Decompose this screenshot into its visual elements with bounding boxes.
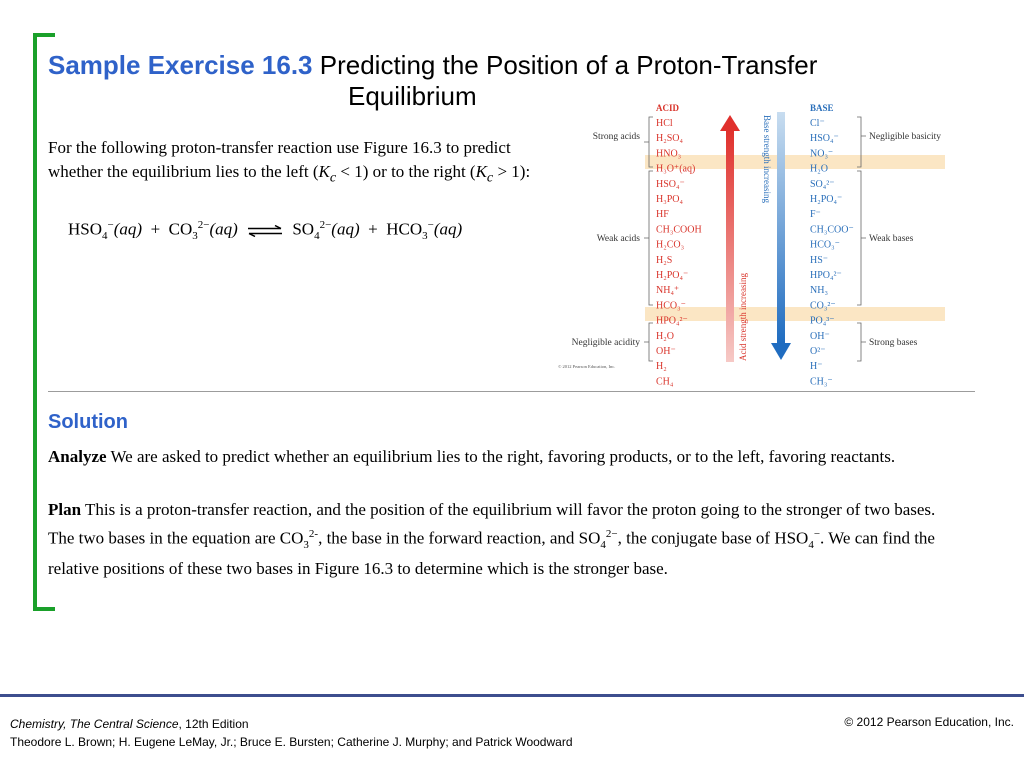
weak-bases-label: Weak bases (869, 234, 914, 244)
base-species-16: H⁻ (810, 361, 823, 373)
figure-copyright: © 2012 Pearson Education, Inc. (558, 364, 616, 369)
eq-hso4: HSO (68, 219, 103, 239)
footer-divider (0, 694, 1024, 697)
acid-species-5: H₃PO₄ (656, 194, 683, 205)
eq-co3: CO (168, 219, 193, 239)
acid-species-11: NH₄⁺ (656, 285, 680, 297)
acid-species-12: HCO₃⁻ (656, 300, 686, 312)
base-strength-arrow (771, 112, 791, 360)
negligible-basicity-label: Negligible basicity (869, 132, 942, 142)
eq-plus-2: + (368, 219, 378, 239)
eq-so4: SO (292, 219, 315, 239)
base-species-1: HSO₄⁻ (810, 133, 839, 145)
eq-hco3: HCO (386, 219, 423, 239)
eq-plus-1: + (150, 219, 161, 239)
exercise-number: Sample Exercise 16.3 (48, 50, 313, 80)
acid-species-8: H₂CO₃ (656, 239, 685, 251)
title-text-line2: Equilibrium (348, 81, 477, 111)
analyze-text: We are asked to predict whether an equilibrium lies to the right, favoring products, or to the left, favoring reactants. (110, 447, 896, 466)
intro-text-2: < 1) or to the right ( (336, 162, 476, 181)
acid-species-1: H₂SO₄ (656, 133, 683, 145)
acid-arrow-label: Acid strength increasing (738, 273, 748, 361)
title-text-line1: Predicting the Position of a Proton-Transfer (319, 50, 818, 80)
base-arrow-label: Base strength increasing (762, 115, 772, 203)
footer-authors: Theodore L. Brown; H. Eugene LeMay, Jr.; Bruce E. Bursten; Catherine J. Murphy; and Patrick Woodward (10, 735, 573, 749)
eq-aq-3: (aq) (331, 219, 360, 239)
acid-species-15: OH⁻ (656, 346, 676, 357)
strong-acids-label: Strong acids (592, 132, 640, 142)
acid-base-strength-figure (550, 98, 970, 388)
solution-heading: Solution (48, 411, 128, 433)
plan-text-3: , the conjugate base of HSO (617, 528, 809, 548)
acid-species-6: HF (656, 209, 669, 221)
base-species-10: HPO₄²⁻ (810, 270, 842, 281)
analyze-label: Analyze (48, 447, 107, 466)
base-species-12: CO₃²⁻ (810, 300, 836, 312)
strong-bases-label: Strong bases (869, 338, 918, 348)
acid-species-13: HPO₄²⁻ (656, 315, 688, 327)
base-species-17: CH₃⁻ (810, 376, 833, 388)
base-species-6: F⁻ (810, 209, 821, 221)
plan-text-2: , the base in the forward reaction, and SO (318, 528, 601, 548)
base-species-7: CH₃COO⁻ (810, 224, 854, 236)
footer-copyright: © 2012 Pearson Education, Inc. (844, 715, 1014, 729)
footer-book-title: Chemistry, The Central Science (10, 717, 179, 731)
acid-species-0: HCl (656, 118, 673, 129)
base-species-3: H₂O (810, 163, 828, 175)
plan-text-1: This is a proton-transfer reaction, and the position of the equilibrium will favor the proton going to the stronger of two bases. The two bases in the equation are CO (48, 500, 936, 548)
acid-strength-arrow (720, 115, 740, 362)
plan-text-4: . We can find the relative positions of these two bases in Figure 16.3 to determine which is the stronger base. (48, 528, 935, 579)
acid-species-9: H₂S (656, 254, 673, 266)
base-species-13: PO₄³⁻ (810, 315, 835, 327)
base-species-2: NO₃⁻ (810, 148, 834, 160)
intro-text-3: > 1): (493, 162, 531, 181)
base-species-11: NH₃ (810, 285, 828, 297)
plan-paragraph: Plan This is a proton-transfer reaction, and the position of the equilibrium will favor the proton going to the stronger of two bases. The two bases in the equation are $CO_3^{2-}$, the base in the forward reaction, and $SO_4^{2-}$, the conjugate base of $HSO_4^-$. We can find the relative positions of these two bases in Figure 16.3 to determine which is the stronger base. (48, 500, 936, 579)
plan-label: Plan (48, 500, 82, 519)
acid-species-7: CH₃COOH (656, 224, 702, 236)
intro-paragraph: For the following proton-transfer reaction use Figure 16.3 to predict whether the equilibrium lies to the left $(K_c < 1)$ or to the right $(K_c > 1)$: (48, 138, 531, 186)
base-species-0: Cl⁻ (810, 118, 825, 129)
eq-aq-4: (aq) (433, 219, 463, 239)
acid-species-3: H₃O⁺(aq) (656, 163, 696, 175)
negligible-acidity-label: Negligible acidity (571, 338, 640, 348)
base-species-9: HS⁻ (810, 254, 829, 266)
base-species-15: O²⁻ (810, 346, 826, 357)
weak-acids-label: Weak acids (596, 234, 640, 244)
base-species-5: H₂PO₄⁻ (810, 194, 843, 205)
base-species-8: HCO₃⁻ (810, 239, 840, 251)
acid-species-16: H₂ (656, 361, 667, 373)
eq-aq-2: (aq) (209, 219, 238, 239)
acid-species-4: HSO₄⁻ (656, 178, 685, 190)
intro-text-1: For the following proton-transfer reaction use Figure 16.3 to predict whether the equilibrium lies to the left ( (48, 138, 511, 181)
reaction-equation: $HSO_4^-(aq) + CO_3^{2-}(aq) SO_4^{2-}(aq) + HCO_3^-(aq)$ (68, 219, 463, 243)
base-species-4: SO₄²⁻ (810, 178, 835, 190)
eq-aq-1: (aq) (113, 219, 143, 239)
footer-edition: , 12th Edition (178, 717, 249, 731)
acid-species-2: HNO₃ (656, 148, 682, 160)
footer-citation (10, 715, 573, 751)
section-divider (48, 391, 975, 392)
acid-species-10: H₂PO₄⁻ (656, 270, 689, 281)
acid-species-17: CH₄ (656, 376, 674, 388)
acid-species-14: H₂O (656, 330, 674, 342)
base-species-14: OH⁻ (810, 330, 830, 342)
h2o-highlight-band (645, 307, 945, 321)
base-header: BASE (810, 103, 834, 113)
acid-header: ACID (656, 103, 680, 113)
equilibrium-arrow-icon (246, 225, 284, 237)
analyze-paragraph (48, 445, 958, 469)
